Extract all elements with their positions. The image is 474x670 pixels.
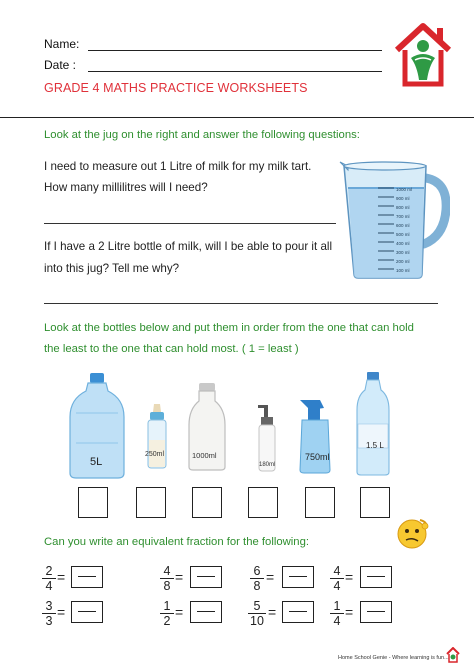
order-box-5[interactable] [305,487,335,518]
order-box-6[interactable] [360,487,390,518]
fraction-2-4: 2 4 [42,565,56,592]
fraction-answer-box-3[interactable] [282,566,314,588]
footer-logo-icon [446,647,460,663]
header-divider [0,117,474,118]
spray-bottle-750ml-image [296,398,334,474]
equals-sign: = [345,569,354,585]
question-1-line-2: How many millilitres will I need? [44,181,208,194]
home-school-genie-logo [393,20,453,90]
name-field[interactable] [88,50,382,51]
bottle-750ml-label: 750ml [305,452,330,462]
answer-line-2[interactable] [44,303,438,304]
name-label: Name: [44,37,80,51]
equals-sign: = [268,604,277,620]
fraction-1-4: 1 4 [330,600,344,627]
fraction-6-8: 6 8 [250,565,264,592]
fraction-answer-box-8[interactable] [360,601,392,623]
fraction-3-3: 3 3 [42,600,56,627]
equals-sign: = [175,569,184,585]
question-2-line-1: If I have a 2 Litre bottle of milk, will I be able to pour it all [44,240,333,253]
bottle-180ml-label: 180ml [259,462,276,468]
measuring-jug-image [338,148,450,282]
fraction-5-10: 5 10 [248,600,266,627]
equals-sign: = [266,569,275,585]
bottles-instruction-line-2: the least to the one that can hold most. ( 1 = least ) [44,343,299,355]
fraction-answer-box-1[interactable] [71,566,103,588]
baby-bottle-250ml-image [146,404,168,470]
fraction-4-4: 4 4 [330,565,344,592]
bottle-1000ml-label: 1000ml [192,451,217,460]
jug-scale-labels: 1000 ml 900 ml 800 ml 700 ml 600 ml 500 ml 400 ml 300 ml 200 ml 100 ml [396,187,413,273]
equals-sign: = [345,604,354,620]
fraction-4-8: 4 8 [160,565,174,592]
fraction-answer-box-6[interactable] [190,601,222,623]
water-bottle-1-5l-image [355,372,391,476]
fraction-answer-box-5[interactable] [71,601,103,623]
fraction-1-2: 1 2 [160,600,174,627]
bottle-5l-label: 5L [90,456,103,468]
fraction-answer-box-4[interactable] [360,566,392,588]
date-field[interactable] [88,71,382,72]
equals-sign: = [175,604,184,620]
order-box-4[interactable] [248,487,278,518]
equals-sign: = [57,569,66,585]
order-box-2[interactable] [136,487,166,518]
footer-text: Home School Genie - Where learning is fun... [338,655,449,661]
date-label: Date : [44,58,77,72]
order-box-3[interactable] [192,487,222,518]
worksheet-title: GRADE 4 MATHS PRACTICE WORKSHEETS [44,81,308,95]
jug-instruction: Look at the jug on the right and answer the following questions: [44,129,360,141]
fraction-answer-box-7[interactable] [282,601,314,623]
bottles-instruction-line-1: Look at the bottles below and put them in order from the one that can hold [44,322,414,334]
bottle-250ml-label: 250ml [145,451,165,458]
thinking-emoji-icon [396,516,430,550]
question-1-line-1: I need to measure out 1 Litre of milk for my milk tart. [44,160,312,173]
fraction-answer-box-2[interactable] [190,566,222,588]
question-2-line-2: into this jug? Tell me why? [44,262,180,275]
answer-line-1[interactable] [44,223,336,224]
order-box-1[interactable] [78,487,108,518]
fractions-instruction: Can you write an equivalent fraction for the following: [44,536,309,548]
equals-sign: = [57,604,66,620]
bottle-1-5l-label: 1.5 L [366,441,384,450]
